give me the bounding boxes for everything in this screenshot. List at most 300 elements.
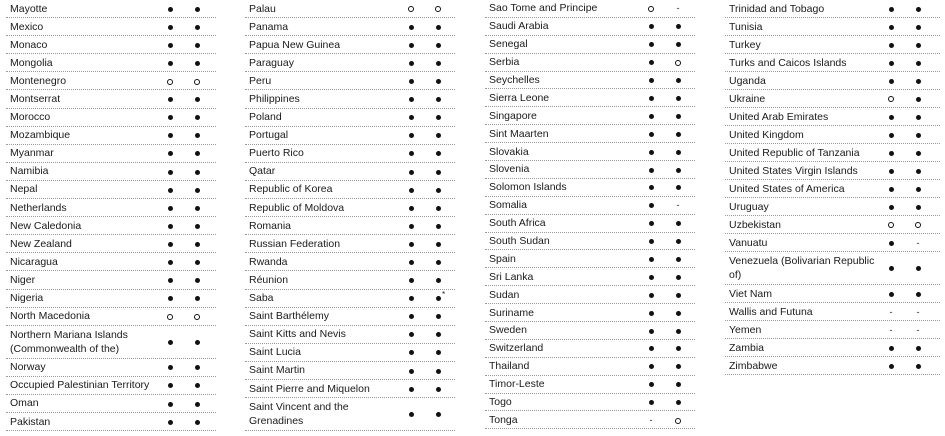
country-name: Venezuela (Bolivarian Republic of) bbox=[729, 255, 875, 281]
filled-circle-icon bbox=[165, 203, 175, 213]
filled-circle-icon bbox=[192, 94, 202, 104]
filled-circle-icon bbox=[646, 182, 656, 192]
filled-circle-icon bbox=[165, 398, 175, 408]
filled-circle-icon bbox=[886, 184, 896, 194]
filled-circle-icon bbox=[192, 4, 202, 14]
filled-circle-icon bbox=[646, 308, 656, 318]
filled-circle-icon bbox=[406, 130, 416, 140]
filled-circle-icon bbox=[886, 112, 896, 122]
dash-mark bbox=[646, 415, 656, 425]
country-name: Montserrat bbox=[10, 93, 61, 106]
filled-circle-icon bbox=[433, 148, 443, 158]
open-circle-icon bbox=[913, 220, 923, 230]
filled-circle-icon bbox=[165, 148, 175, 158]
country-name: Mongolia bbox=[10, 56, 53, 69]
open-circle-icon bbox=[165, 311, 175, 321]
country-name: Netherlands bbox=[10, 201, 67, 214]
filled-circle-icon bbox=[165, 112, 175, 122]
filled-circle-icon bbox=[165, 337, 175, 347]
table-row bbox=[245, 54, 455, 72]
filled-circle-icon bbox=[192, 380, 202, 390]
filled-circle-icon bbox=[165, 221, 175, 231]
filled-circle-icon bbox=[165, 22, 175, 32]
country-name: Solomon Islands bbox=[489, 181, 567, 194]
table-row bbox=[245, 308, 455, 326]
filled-circle-icon bbox=[913, 202, 923, 212]
table-row bbox=[245, 217, 455, 235]
filled-circle-icon bbox=[192, 112, 202, 122]
filled-circle-icon bbox=[913, 184, 923, 194]
country-name: New Zealand bbox=[10, 237, 72, 250]
table-row bbox=[485, 143, 695, 161]
table-row bbox=[245, 271, 455, 289]
table-row bbox=[245, 181, 455, 199]
table-row bbox=[485, 304, 695, 322]
table-row bbox=[245, 72, 455, 90]
table-row bbox=[245, 145, 455, 163]
filled-circle-icon bbox=[406, 22, 416, 32]
table-row bbox=[245, 253, 455, 271]
filled-circle-icon bbox=[406, 365, 416, 375]
dash-mark bbox=[913, 307, 923, 317]
table-row bbox=[245, 235, 455, 253]
table-row bbox=[485, 54, 695, 72]
country-name: Sao Tome and Principe bbox=[489, 2, 598, 15]
filled-circle-icon bbox=[165, 257, 175, 267]
country-name: Morocco bbox=[10, 111, 51, 124]
filled-circle-icon bbox=[433, 275, 443, 285]
country-name: Uruguay bbox=[729, 200, 769, 213]
table-column bbox=[6, 0, 216, 431]
filled-circle-icon bbox=[192, 22, 202, 32]
table-row bbox=[725, 198, 940, 216]
table-row bbox=[485, 89, 695, 107]
table-row bbox=[245, 326, 455, 344]
table-row bbox=[725, 0, 940, 18]
filled-circle-icon bbox=[646, 236, 656, 246]
filled-circle-icon bbox=[406, 275, 416, 285]
country-name: Northern Mariana Islands (Commonwealth of the) bbox=[10, 328, 128, 355]
table-row bbox=[485, 250, 695, 268]
table-row bbox=[6, 145, 216, 163]
table-row bbox=[245, 163, 455, 181]
country-name: Montenegro bbox=[10, 74, 67, 87]
table-row bbox=[725, 18, 940, 36]
open-circle-icon bbox=[646, 3, 656, 13]
filled-circle-icon bbox=[192, 148, 202, 158]
country-name: Saba bbox=[249, 292, 274, 305]
table-row bbox=[485, 233, 695, 251]
country-name: Saint Pierre and Miquelon bbox=[249, 382, 370, 395]
filled-circle-icon bbox=[406, 384, 416, 394]
country-name: United States Virgin Islands bbox=[729, 164, 858, 177]
table-row bbox=[725, 216, 940, 234]
open-circle-icon bbox=[192, 311, 202, 321]
filled-circle-icon bbox=[433, 239, 443, 249]
country-name: Papua New Guinea bbox=[249, 38, 341, 51]
filled-circle-icon bbox=[673, 218, 683, 228]
country-name: Viet Nam bbox=[729, 287, 772, 300]
country-name: Namibia bbox=[10, 165, 49, 178]
filled-circle-icon bbox=[886, 263, 896, 273]
filled-circle-icon bbox=[886, 4, 896, 14]
country-name: Réunion bbox=[249, 273, 289, 286]
filled-circle-icon bbox=[673, 39, 683, 49]
filled-circle-icon bbox=[165, 58, 175, 68]
table-row bbox=[725, 303, 940, 321]
table-row bbox=[6, 199, 216, 217]
filled-circle-icon bbox=[192, 337, 202, 347]
table-row bbox=[485, 125, 695, 143]
filled-circle-icon bbox=[406, 239, 416, 249]
country-name: Saudi Arabia bbox=[489, 20, 549, 33]
country-name: Saint Barthélemy bbox=[249, 310, 329, 323]
filled-circle-icon bbox=[913, 148, 923, 158]
table-row bbox=[245, 362, 455, 380]
country-name: Vanuatu bbox=[729, 236, 768, 249]
country-name: Ukraine bbox=[729, 92, 766, 105]
country-name: Mexico bbox=[10, 20, 44, 33]
filled-circle-icon bbox=[192, 40, 202, 50]
filled-circle-icon bbox=[886, 361, 896, 371]
filled-circle-icon bbox=[433, 311, 443, 321]
table-row bbox=[6, 163, 216, 181]
table-row bbox=[6, 72, 216, 90]
filled-circle-icon bbox=[192, 362, 202, 372]
table-row bbox=[725, 144, 940, 162]
filled-circle-icon bbox=[165, 166, 175, 176]
country-name: Slovenia bbox=[489, 163, 530, 176]
filled-circle-icon bbox=[673, 308, 683, 318]
country-name: Turks and Caicos Islands bbox=[729, 56, 847, 69]
table-row bbox=[725, 162, 940, 180]
filled-circle-icon bbox=[913, 58, 923, 68]
dash-mark bbox=[673, 200, 683, 210]
table-row bbox=[6, 326, 216, 359]
filled-circle-icon bbox=[886, 76, 896, 86]
filled-circle-icon bbox=[406, 311, 416, 321]
table-row bbox=[6, 235, 216, 253]
table-row bbox=[6, 290, 216, 308]
country-name: Republic of Korea bbox=[249, 183, 333, 196]
filled-circle-icon bbox=[913, 40, 923, 50]
filled-circle-icon bbox=[673, 379, 683, 389]
country-name: Slovakia bbox=[489, 145, 529, 158]
filled-circle-icon bbox=[673, 75, 683, 85]
filled-circle-icon bbox=[406, 409, 416, 419]
filled-circle-icon bbox=[192, 293, 202, 303]
table-row bbox=[725, 54, 940, 72]
table-row bbox=[245, 290, 455, 308]
filled-circle-icon bbox=[433, 76, 443, 86]
filled-circle-icon bbox=[433, 257, 443, 267]
table-row bbox=[725, 234, 940, 252]
table-row bbox=[485, 376, 695, 394]
filled-circle-icon bbox=[192, 417, 202, 427]
filled-circle-icon bbox=[673, 290, 683, 300]
filled-circle-icon bbox=[433, 166, 443, 176]
country-name: Nicaragua bbox=[10, 255, 58, 268]
country-name: Togo bbox=[489, 396, 512, 409]
filled-circle-icon bbox=[406, 221, 416, 231]
country-name: Niger bbox=[10, 273, 36, 286]
filled-circle-icon bbox=[406, 329, 416, 339]
filled-circle-icon bbox=[673, 272, 683, 282]
filled-circle-icon bbox=[406, 112, 416, 122]
table-row bbox=[485, 179, 695, 197]
country-name: Rwanda bbox=[249, 255, 288, 268]
filled-circle-icon bbox=[165, 417, 175, 427]
filled-circle-icon bbox=[913, 130, 923, 140]
country-name: United Kingdom bbox=[729, 128, 804, 141]
table-row bbox=[485, 340, 695, 358]
country-name: Portugal bbox=[249, 129, 289, 142]
filled-circle-icon bbox=[913, 166, 923, 176]
country-name: Monaco bbox=[10, 38, 48, 51]
table-row bbox=[6, 359, 216, 377]
table-row bbox=[6, 217, 216, 235]
filled-circle-icon bbox=[433, 130, 443, 140]
country-name: Mayotte bbox=[10, 2, 48, 15]
filled-circle-icon bbox=[192, 239, 202, 249]
table-row bbox=[6, 308, 216, 326]
filled-circle-icon bbox=[646, 57, 656, 67]
filled-circle-icon bbox=[646, 254, 656, 264]
filled-circle-icon bbox=[192, 257, 202, 267]
filled-circle-icon bbox=[433, 94, 443, 104]
filled-circle-icon bbox=[886, 166, 896, 176]
country-name: Pakistan bbox=[10, 415, 51, 428]
filled-circle-icon bbox=[406, 347, 416, 357]
filled-circle-icon bbox=[165, 293, 175, 303]
country-name: Mozambique bbox=[10, 129, 71, 142]
filled-circle-icon bbox=[165, 40, 175, 50]
filled-circle-icon bbox=[406, 40, 416, 50]
country-name: United States of America bbox=[729, 182, 845, 195]
country-name: Sweden bbox=[489, 324, 527, 337]
open-circle-icon bbox=[406, 4, 416, 14]
filled-circle-icon bbox=[913, 76, 923, 86]
table-row bbox=[485, 197, 695, 215]
table-row bbox=[485, 215, 695, 233]
dash-mark bbox=[913, 325, 923, 335]
filled-circle-icon bbox=[192, 275, 202, 285]
open-circle-icon bbox=[673, 57, 683, 67]
filled-circle-icon bbox=[646, 39, 656, 49]
filled-circle-icon bbox=[433, 221, 443, 231]
table-row bbox=[725, 90, 940, 108]
country-name: Poland bbox=[249, 111, 282, 124]
filled-circle-icon bbox=[646, 361, 656, 371]
dash-mark bbox=[886, 325, 896, 335]
filled-circle-icon bbox=[646, 147, 656, 157]
country-name: Romania bbox=[249, 219, 292, 232]
open-circle-icon bbox=[673, 415, 683, 425]
filled-circle-icon bbox=[673, 93, 683, 103]
table-row bbox=[725, 180, 940, 198]
table-row bbox=[245, 36, 455, 54]
country-name: South Africa bbox=[489, 217, 546, 230]
filled-circle-icon bbox=[886, 238, 896, 248]
country-name: Oman bbox=[10, 397, 39, 410]
table-column bbox=[725, 0, 940, 375]
filled-circle-icon bbox=[673, 21, 683, 31]
country-name: Seychelles bbox=[489, 74, 540, 86]
open-circle-icon bbox=[192, 76, 202, 86]
filled-circle-icon bbox=[886, 343, 896, 353]
country-name: Palau bbox=[249, 2, 276, 15]
country-name: Senegal bbox=[489, 38, 528, 51]
filled-circle-icon bbox=[433, 293, 443, 303]
filled-circle-icon bbox=[646, 200, 656, 210]
country-name: Zimbabwe bbox=[729, 359, 778, 372]
filled-circle-icon bbox=[406, 148, 416, 158]
filled-circle-icon bbox=[433, 40, 443, 50]
country-name: Yemen bbox=[729, 323, 762, 336]
country-name: United Arab Emirates bbox=[729, 110, 829, 123]
filled-circle-icon bbox=[433, 58, 443, 68]
table-column bbox=[245, 0, 455, 431]
country-name: South Sudan bbox=[489, 235, 550, 248]
table-row bbox=[485, 161, 695, 179]
table-row bbox=[245, 90, 455, 108]
country-name: Serbia bbox=[489, 56, 520, 69]
filled-circle-icon bbox=[886, 22, 896, 32]
country-name: Myanmar bbox=[10, 147, 54, 160]
table-row bbox=[245, 380, 455, 398]
table-row bbox=[725, 339, 940, 357]
table-row bbox=[6, 253, 216, 271]
open-circle-icon bbox=[433, 4, 443, 14]
filled-circle-icon bbox=[673, 397, 683, 407]
filled-circle-icon bbox=[406, 203, 416, 213]
filled-circle-icon bbox=[192, 166, 202, 176]
filled-circle-icon bbox=[165, 380, 175, 390]
table-row bbox=[485, 0, 695, 18]
country-name: Thailand bbox=[489, 360, 530, 373]
filled-circle-icon bbox=[433, 22, 443, 32]
filled-circle-icon bbox=[886, 58, 896, 68]
filled-circle-icon bbox=[673, 111, 683, 121]
filled-circle-icon bbox=[673, 361, 683, 371]
filled-circle-icon bbox=[192, 58, 202, 68]
table-row bbox=[245, 344, 455, 362]
filled-circle-icon bbox=[165, 94, 175, 104]
filled-circle-icon bbox=[406, 94, 416, 104]
filled-circle-icon bbox=[646, 290, 656, 300]
filled-circle-icon bbox=[192, 221, 202, 231]
filled-circle-icon bbox=[192, 130, 202, 140]
filled-circle-icon bbox=[886, 130, 896, 140]
country-name: Philippines bbox=[249, 93, 300, 106]
dash-mark bbox=[913, 238, 923, 248]
country-name: Republic of Moldova bbox=[249, 201, 345, 214]
country-name: Nigeria bbox=[10, 292, 44, 305]
filled-circle-icon bbox=[646, 93, 656, 103]
country-name: Tunisia bbox=[729, 20, 763, 33]
filled-circle-icon bbox=[646, 75, 656, 85]
table-row bbox=[245, 18, 455, 36]
filled-circle-icon bbox=[433, 329, 443, 339]
filled-circle-icon bbox=[673, 236, 683, 246]
open-circle-icon bbox=[886, 220, 896, 230]
dash-mark bbox=[673, 3, 683, 13]
filled-circle-icon bbox=[165, 239, 175, 249]
filled-circle-icon bbox=[646, 129, 656, 139]
filled-circle-icon bbox=[886, 289, 896, 299]
filled-circle-icon bbox=[433, 365, 443, 375]
country-name: Saint Vincent and the Grenadines bbox=[249, 401, 349, 428]
filled-circle-icon bbox=[165, 362, 175, 372]
country-name: Saint Lucia bbox=[249, 346, 301, 359]
table-column bbox=[485, 0, 695, 429]
table-row bbox=[245, 109, 455, 127]
table-row bbox=[6, 54, 216, 72]
country-name: Occupied Palestinian Territory bbox=[10, 379, 150, 392]
table-row bbox=[725, 36, 940, 54]
table-row bbox=[485, 18, 695, 36]
table-row bbox=[485, 394, 695, 412]
filled-circle-icon bbox=[406, 293, 416, 303]
filled-circle-icon bbox=[165, 275, 175, 285]
filled-circle-icon bbox=[406, 184, 416, 194]
country-name: North Macedonia bbox=[10, 310, 90, 323]
table-row bbox=[725, 321, 940, 339]
country-name: Nepal bbox=[10, 183, 38, 196]
table-row bbox=[485, 411, 695, 429]
table-row bbox=[245, 199, 455, 217]
filled-circle-icon bbox=[673, 147, 683, 157]
table-row bbox=[6, 181, 216, 199]
filled-circle-icon bbox=[433, 384, 443, 394]
country-name: Turkey bbox=[729, 38, 761, 51]
filled-circle-icon bbox=[433, 112, 443, 122]
filled-circle-icon bbox=[673, 325, 683, 335]
country-name: Saint Martin bbox=[249, 364, 306, 377]
table-row bbox=[6, 127, 216, 145]
filled-circle-icon bbox=[165, 4, 175, 14]
table-row bbox=[6, 18, 216, 36]
filled-circle-icon bbox=[646, 397, 656, 407]
table-row bbox=[725, 357, 940, 375]
country-name: United Republic of Tanzania bbox=[729, 146, 860, 159]
filled-circle-icon bbox=[192, 184, 202, 194]
country-name: Tonga bbox=[489, 413, 518, 426]
dash-mark bbox=[886, 307, 896, 317]
country-name: Switzerland bbox=[489, 342, 544, 355]
filled-circle-icon bbox=[433, 184, 443, 194]
table-row bbox=[485, 72, 695, 90]
filled-circle-icon bbox=[886, 202, 896, 212]
filled-circle-icon bbox=[913, 343, 923, 353]
filled-circle-icon bbox=[406, 76, 416, 86]
filled-circle-icon bbox=[406, 257, 416, 267]
filled-circle-icon bbox=[913, 289, 923, 299]
table-row bbox=[725, 108, 940, 126]
filled-circle-icon bbox=[673, 254, 683, 264]
country-name: Zambia bbox=[729, 341, 765, 354]
filled-circle-icon bbox=[673, 343, 683, 353]
filled-circle-icon bbox=[673, 129, 683, 139]
filled-circle-icon bbox=[886, 40, 896, 50]
open-circle-icon bbox=[165, 76, 175, 86]
filled-circle-icon bbox=[406, 166, 416, 176]
table-row bbox=[6, 0, 216, 18]
filled-circle-icon bbox=[913, 94, 923, 104]
filled-circle-icon bbox=[886, 148, 896, 158]
filled-circle-icon bbox=[913, 22, 923, 32]
filled-circle-icon bbox=[646, 343, 656, 353]
